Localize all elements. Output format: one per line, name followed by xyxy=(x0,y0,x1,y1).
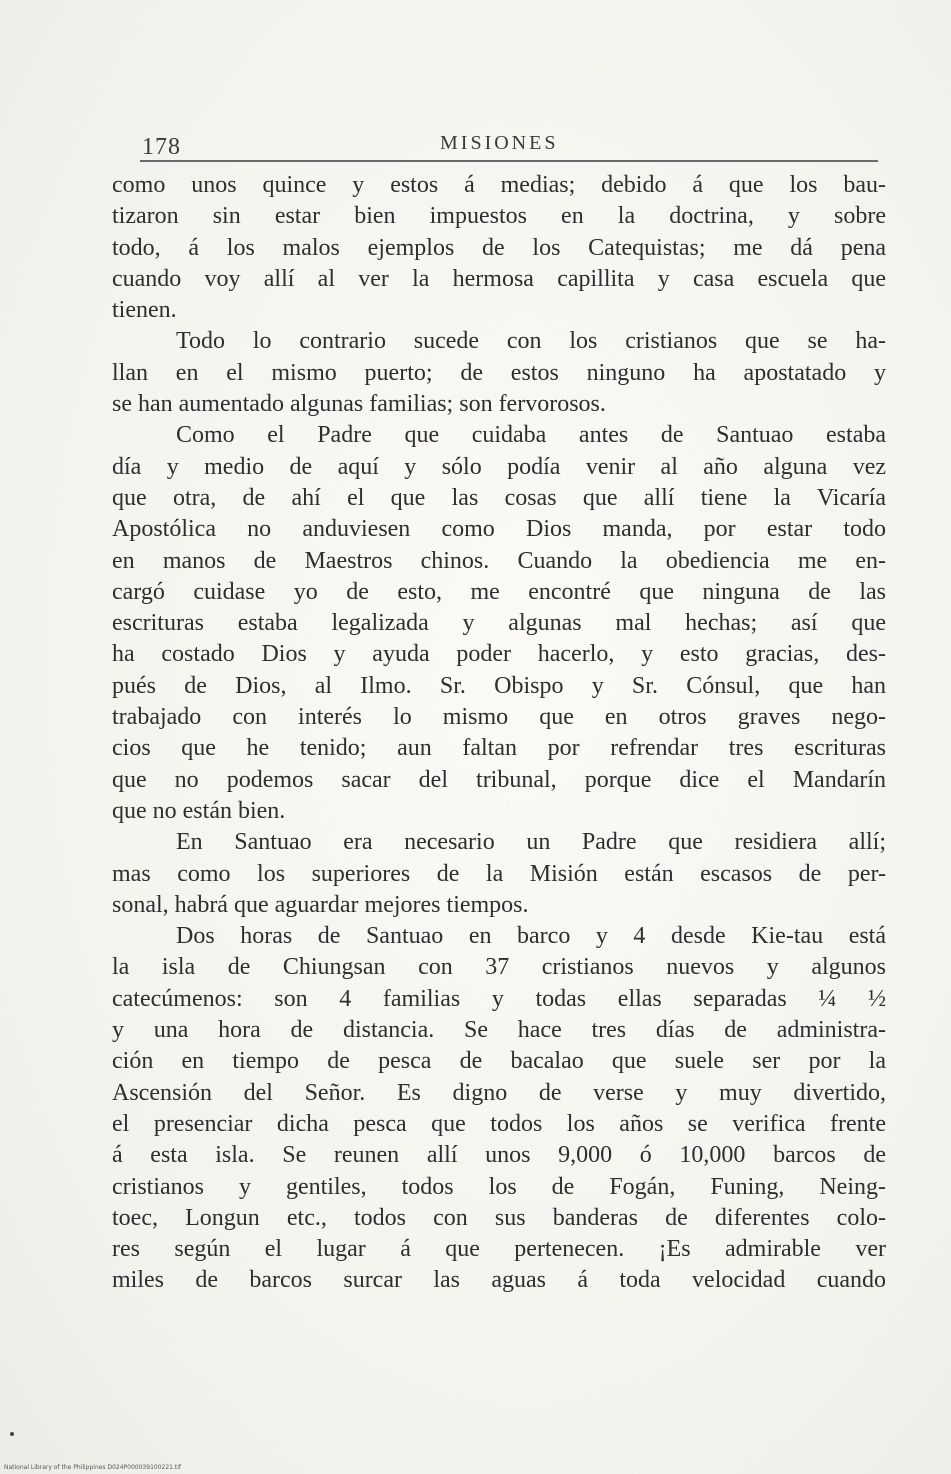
header-rule xyxy=(140,160,878,162)
text-line: Dos horas de Santuao en barco y 4 desde Kie-tau está xyxy=(176,923,886,950)
text-line: cios que he tenido; aun faltan por refrendar tres escrituras xyxy=(112,735,886,762)
text-line: en manos de Maestros chinos. Cuando la obediencia me en- xyxy=(112,547,886,574)
text-line: Todo lo contrario sucede con los cristianos que se ha- xyxy=(176,328,886,355)
text-line: mas como los superiores de la Misión están escasos de per- xyxy=(112,860,886,887)
text-line: cargó cuidase yo de esto, me encontré que ninguna de las xyxy=(112,578,886,605)
text-line: En Santuao era necesario un Padre que residiera allí; xyxy=(176,829,886,856)
text-line: res según el lugar á que pertenecen. ¡Es admirable ver xyxy=(112,1236,886,1263)
text-line: trabajado con interés lo mismo que en otros graves nego- xyxy=(112,704,886,731)
text-line: cuando voy allí al ver la hermosa capillita y casa escuela que xyxy=(112,265,886,292)
text-line: día y medio de aquí y sólo podía venir al año alguna vez xyxy=(112,453,886,480)
scan-artifact-dot xyxy=(10,1432,14,1436)
source-note: National Library of the Philippines D024P000039100221.tif xyxy=(4,1464,182,1471)
text-line: tizaron sin estar bien impuestos en la doctrina, y sobre xyxy=(112,203,886,230)
text-line: ción en tiempo de pesca de bacalao que suele ser por la xyxy=(112,1048,886,1075)
text-line: sonal, habrá que aguardar mejores tiempos. xyxy=(112,891,529,918)
page-header xyxy=(140,128,880,162)
text-line: catecúmenos: son 4 familias y todas ellas separadas ¼ ½ xyxy=(112,985,886,1012)
text-line: miles de barcos surcar las aguas á toda velocidad cuando xyxy=(112,1267,886,1294)
page-number: 178 xyxy=(142,134,181,160)
text-line: Apostólica no anduviesen como Dios manda, por estar todo xyxy=(112,516,886,543)
text-line: llan en el mismo puerto; de estos ninguno ha apostatado y xyxy=(112,359,886,386)
text-line: el presenciar dicha pesca que todos los años se verifica frente xyxy=(112,1110,886,1137)
text-line: Ascensión del Señor. Es digno de verse y muy divertido, xyxy=(112,1079,886,1106)
text-line: todo, á los malos ejemplos de los Catequistas; me dá pena xyxy=(112,234,886,261)
text-line: ha costado Dios y ayuda poder hacerlo, y esto gracias, des- xyxy=(112,641,886,668)
text-line: se han aumentado algunas familias; son fervorosos. xyxy=(112,391,606,418)
text-line: cristianos y gentiles, todos los de Fogán, Funing, Neing- xyxy=(112,1173,886,1200)
text-line: la isla de Chiungsan con 37 cristianos nuevos y algunos xyxy=(112,954,886,981)
text-line: tienen. xyxy=(112,297,177,324)
text-line: que no están bien. xyxy=(112,797,286,824)
text-line: como unos quince y estos á medias; debido á que los bau- xyxy=(112,172,886,198)
running-head: MISIONES xyxy=(440,132,559,154)
text-line: toec, Longun etc., todos con sus banderas de diferentes colo- xyxy=(112,1204,886,1231)
text-line: que no podemos sacar del tribunal, porque dice el Mandarín xyxy=(112,766,886,793)
text-line: pués de Dios, al Ilmo. Sr. Obispo y Sr. Cónsul, que han xyxy=(112,672,886,699)
body-text xyxy=(112,170,886,1297)
text-line: escrituras estaba legalizada y algunas mal hechas; así que xyxy=(112,610,886,637)
text-line: Como el Padre que cuidaba antes de Santuao estaba xyxy=(176,422,886,449)
text-line: y una hora de distancia. Se hace tres días de administra- xyxy=(112,1017,886,1044)
text-line: que otra, de ahí el que las cosas que allí tiene la Vicaría xyxy=(112,484,886,511)
text-line: á esta isla. Se reunen allí unos 9,000 ó 10,000 barcos de xyxy=(112,1142,886,1169)
